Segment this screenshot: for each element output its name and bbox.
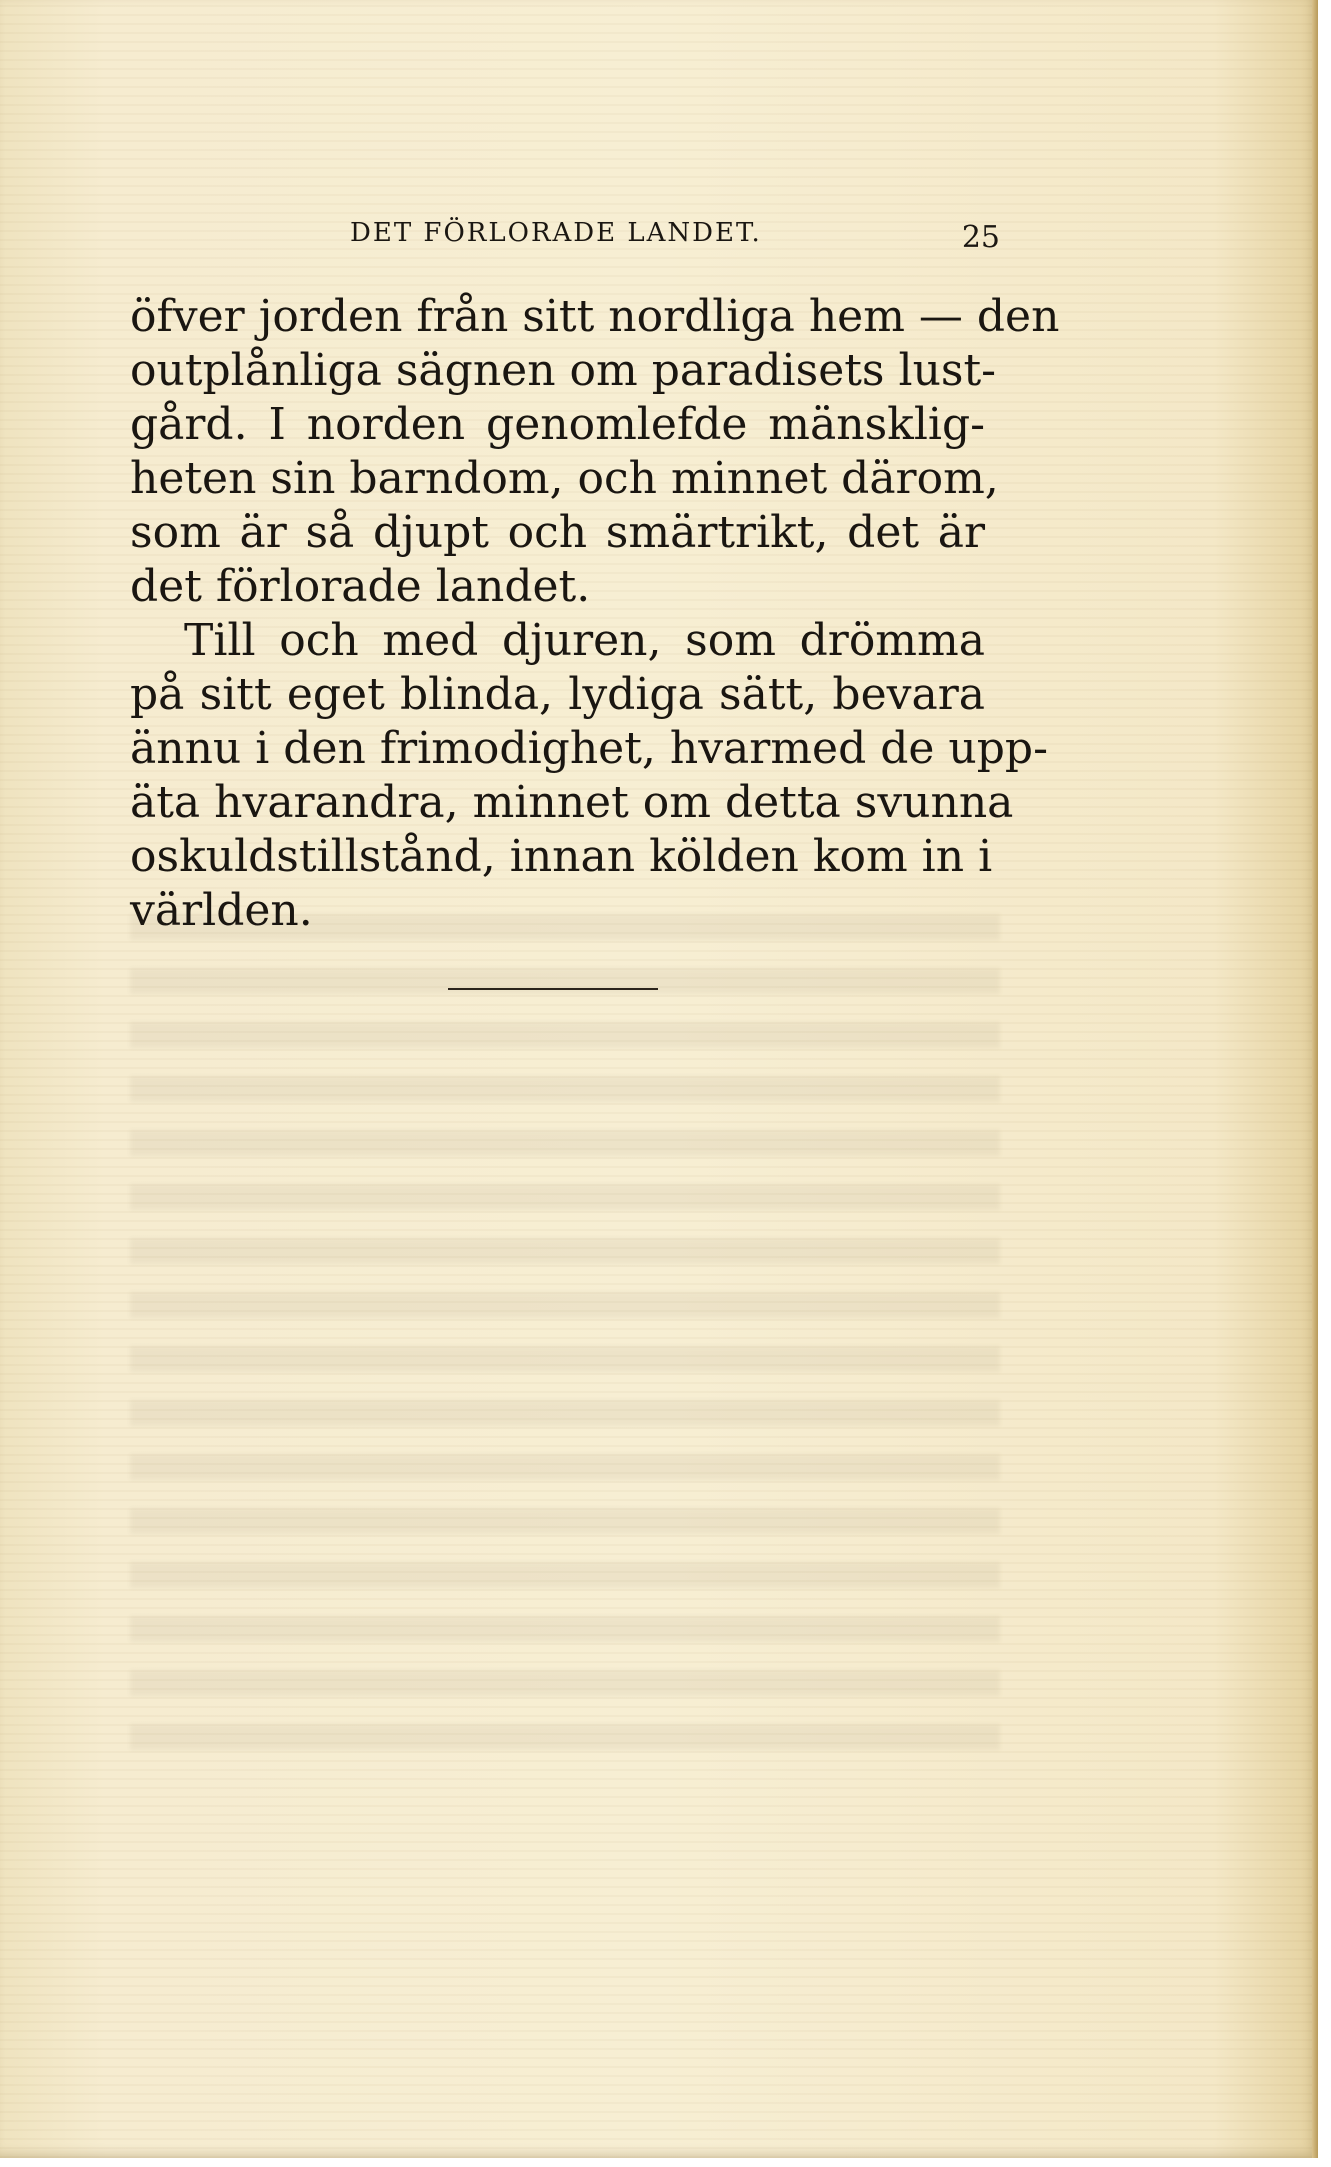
text-line: öfver jorden från sitt nordliga hem — den — [130, 291, 1060, 342]
text-line: oskuldstillstånd, innan kölden kom in i — [130, 831, 993, 882]
running-head — [350, 218, 1000, 258]
text-line: gård. I norden genomlefde mänsklig- — [130, 399, 985, 450]
text-line: världen. — [130, 885, 313, 936]
text-line: som är så djupt och smärtrikt, det är — [130, 507, 985, 558]
text-line: på sitt eget blinda, lydiga sätt, bevara — [130, 669, 985, 720]
body-text — [130, 290, 1060, 938]
text-line: ännu i den frimodighet, hvarmed de upp- — [130, 723, 1048, 774]
running-title: DET FÖRLORADE LANDET. — [350, 218, 762, 248]
section-end-rule — [448, 988, 658, 990]
text-line: det förlorade landet. — [130, 561, 591, 612]
text-line: äta hvarandra, minnet om detta svunna — [130, 777, 1014, 828]
reverse-side-show-through — [130, 900, 1000, 1750]
text-line: outplånliga sägnen om paradisets lust- — [130, 345, 997, 396]
page-number: 25 — [961, 220, 1000, 255]
text-line: Till och med djuren, som drömma — [184, 615, 985, 666]
text-line: heten sin barndom, och minnet därom, — [130, 453, 999, 504]
